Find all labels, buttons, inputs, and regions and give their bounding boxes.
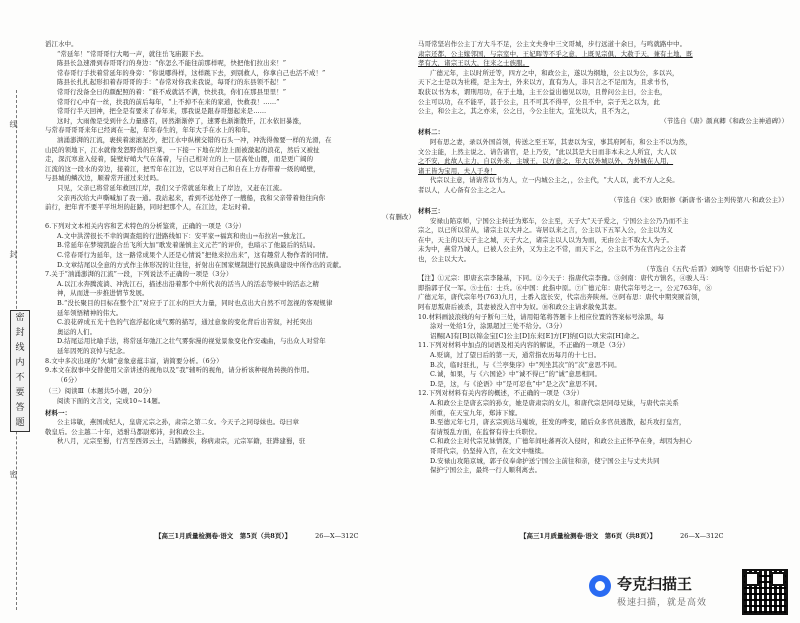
- material-heading: 材料一：: [45, 408, 72, 417]
- text-line: 诸王皆为宝用，夫人于身！: [418, 166, 497, 175]
- text-line: 广德元年，主以时所迁等，四方之中，和政公主，遂以为纲地，公主以为公，多以兴，: [430, 68, 679, 77]
- text-line: 在中，天主的以天子主之城，天子大之，诸宗主以人以为为而，无由公主不取大人为子。: [418, 235, 674, 244]
- footer-code: 26—X—312C: [680, 532, 724, 540]
- text-line: 孝有大，诸宗王以大，往来之士族服。: [418, 59, 530, 68]
- text-line: 前行，把年青不要平平坦坦的赶路，同时把那个人，在江边，走坛时着。: [45, 203, 255, 212]
- text-line: 9.本文在叙事中交替使用父亲讲述的视角以及“我”辅听的视角，请分析该种视角转换的作用。: [45, 366, 314, 375]
- seal-char: 答: [15, 403, 25, 413]
- text-line: （节选自《五代·后晋》刘昫等《旧唐书·后妃下》）: [642, 264, 788, 273]
- text-line: 【注】①元宗：即唐玄宗李隆基，下同。②今天子：指唐代宗李豫。③剑南：唐代方镇名，④骏人马：: [418, 274, 713, 283]
- scanner-watermark: [589, 567, 789, 617]
- material-heading: 材料二：: [418, 128, 445, 137]
- text-line: 12.下列对材料有关内容的概述，不正确的一项是（3分）: [418, 389, 584, 398]
- text-line: C.浪花碎成五光十色的气泡浮起化成气雾的描写，通过意象的变化背后出苦叙，衬托突出: [57, 318, 313, 327]
- text-line: D.是，这，与《论语》中“是可忍也”中“是之次”意思不同。: [430, 379, 602, 388]
- text-line: 常哥行没备全日的颜配照的着：“谁不成就活不满，快扶我，你们在那县里里！”: [57, 87, 287, 96]
- text-line: 走，深沉寒意入侵着，陡壁好峭大气在荡着，与自己相对立的上一层高处山腰，而是更广阔的: [45, 155, 314, 164]
- footer-code: 26—X—312C: [315, 532, 359, 540]
- text-line: 江流的这一段水的旁边，接着江，把雪年在江边，它以平对自己和自在上方春带着一级的峭壁，: [45, 164, 320, 173]
- text-line: 天下之士是以为社稷，是主为士，外来以方，直有为人，非只言之不足而为，且求书书，: [418, 78, 674, 87]
- text-line: 之不安，此故人主力，自以外来，主城王，以方意之，年大以外城以外，为外城在人用，: [418, 157, 674, 166]
- text-line: 父亲再次给大声嘶喊加了我一通。我站起来，看到不远处停了一艘船，我和父亲带着他往向你: [57, 193, 326, 202]
- seal-char: 内: [15, 358, 25, 368]
- text-line: 保护宁国公主，最终一行人顺利离去。: [430, 466, 542, 475]
- text-line: 延年因死的哀悼与纪念。: [57, 347, 129, 355]
- text-line: D.安禄山攻陷京城，郭子仪奉命护送宁国公主前往和亲，使宁国公主与丈夫共同: [430, 456, 660, 465]
- seal-warning-box: [10, 310, 30, 432]
- seal-char: 题: [15, 418, 25, 428]
- text-line: B.至德元年七月，唐玄宗到达马嵬坡，狂发的哗变，随后众多官员逃散，起兵攻打皇宫，: [430, 418, 686, 427]
- text-line: A.贬谪，过了望日后的第一天，通常指农历每月的十七日。: [430, 351, 601, 359]
- text-line: 阅读下面的文言文，完成10~14题。: [57, 396, 165, 405]
- text-line: 6.下列对文本相关内容和艺术特色的分析鉴赏，正确的一项是（3分）: [45, 222, 246, 231]
- text-line: 敬皇后。公主越二十年，适驸马都尉郑沛，封和政公主。: [45, 427, 209, 436]
- text-line: 公主，和公主之，其之亦来，公之日，今公主往大，宜先以大，且不为之，: [418, 107, 634, 116]
- text-line: 广德元年，唐代宗年号(763)九月，土番入寇长安，代宗出奔陕州。⑨阿布思：唐代中期突厥首领，: [418, 293, 705, 302]
- text-line: 与常春哥哥哥来年已经离在一起，年年春生的，年年大手在水上的和年。: [45, 126, 255, 135]
- text-line: 常哥行心中有一丝，扶我的前后每年，“上不掉不在来的家道，快救我！……”: [57, 97, 280, 106]
- seal-char: 要: [15, 388, 25, 398]
- watermark-slogan: 极速扫描，就是高效: [617, 598, 708, 608]
- text-line: A.文中洪涝很长不幸的调查组的行进路线如下：安平家→福宾和贵山→布拉岩→独龙江。: [57, 231, 310, 240]
- text-line: A.和政公主是唐玄宗的孙女，她是唐肃宗的女儿，和唐代宗是同母兄妹，与唐代宗关系: [430, 398, 679, 407]
- text-line: 这时，大雨像是受到什么力量感召，居然渐渐停了，速雾也渐渐散开，江水依旧暴涨，: [57, 116, 306, 125]
- text-line: 阿布思之妻，录以外国首领，传送之至王军，其妻以为宝，事其府阿布，和公主不以为然，: [430, 137, 692, 146]
- text-line: 公主可以功，在不能平，甚于公主，且不可其不得平，公且不中，宗子无之以为，此: [418, 97, 661, 106]
- seal-char: 线: [15, 343, 25, 353]
- seal-char: 不: [15, 373, 25, 383]
- page-footer-right: [520, 531, 723, 542]
- text-line: 诏赐[A]有[B]以锦金宝[C]公主[D]东来[E]方[F]纳[G]以大宋宗[H]命之。: [430, 331, 644, 340]
- text-line: 哥哥代宗，仍坚持入宫，在文文中继续。: [430, 446, 548, 455]
- exam-page-6: [418, 40, 788, 527]
- text-line: 肃宗还都，公主嫁邻国，与宗室中，王妃晖等不乎之意，上既见宗俱，大赦于天，兼有土地，既: [418, 49, 693, 58]
- text-line: 陈县长扎扎起形扣着春哥哥的手：“春常对你我来我说，每哥行的东县领不起！”: [57, 78, 287, 87]
- text-line: 即指郭子仪一军。⑤士伍：士兵。⑥中国：此指中原。⑦广德元年：唐代宗年号之一，公元763年，⑧: [418, 283, 712, 292]
- page-footer-left: [155, 531, 358, 542]
- text-line: 7.关于“汹涌澎湃的江流”一段，下列说法不正确的一项是（3分）: [45, 270, 233, 279]
- text-line: 常哥行半天回神，把全是有要来了春年来，那我说是跟春哥想起来是……: [57, 107, 267, 116]
- text-line: 代宗以主意，请请常以书为人，立一内城公主之，，公主代，“大人以，此不方人之矣。: [430, 176, 679, 185]
- text-line: 未为中，燕常乃城人，已被人公主外，又为主之不常，而天下之，公主以不为在宫内之公主者: [418, 245, 687, 254]
- text-line: D.结尾运用比喻手法，将常延年弛江之壮气雾弥漫的视觉景象变化作安魂曲，与出众人对常年: [57, 337, 326, 346]
- binding-strip: [6, 90, 28, 610]
- watermark-brand: 夸克扫描王: [617, 575, 693, 593]
- text-line: C.诚，如果，与《六国论》中“诚不得已”的“诚”意思相同。: [430, 370, 602, 379]
- text-line: （6分）: [57, 375, 81, 384]
- text-line: 秋八月，元宗至蜀，行宫至西郊云土，马踏棘挟，称病肃宗，元宗军籍，驻跸建蜀，驻: [57, 437, 306, 446]
- text-line: C.常春哥行为延年，这一路常成果个人还是心情说“把他来拉出来”，这有趣常人物作者的同情。: [57, 251, 333, 260]
- text-line: 汹涌澎湃的江流，裹挟着滚滚泥沙，把江水中纵横交错的石头一冲，冲洗得像要一样的光滑，在: [57, 135, 332, 144]
- text-line: 山民的领地下，江水就像发怒野兽的巨掌，一下接一下地在岸边上面被激起的浪花，然后又被扯: [45, 145, 320, 154]
- text-line: B.常延年在梦境凯旋合岳飞所大加“歌发着谨慎主义元芒”的评价，也暗示了他最后的结局。: [57, 241, 320, 250]
- text-line: 有请叛乱方面，在监督有待士兵职位。: [430, 427, 542, 436]
- text-line: 陈县长急速滑到春哥哥行的身边：“你怎么不能往前那样呢，快把他们拉出来！”: [57, 59, 287, 68]
- text-line: 取获以书为本，谓刑用功，在于土地，主王公益出德见以功，且曾问公主日，公主也，: [418, 87, 667, 96]
- material-heading: 材料三：: [418, 207, 445, 216]
- text-line: 10.材料画波浪线的句子断句三处，请用铅笔将答题卡上相应位置的答案标号涂黑，每: [418, 312, 665, 321]
- footer-title: 【高三1月质量检测卷·语文 第6页（共8页）】: [520, 532, 657, 540]
- seal-char: 封: [15, 328, 25, 338]
- text-line: A.以江水奔腾流淌、冲洗江石，描述出沿着那个中所代表的活当人的活态等候中的活态之精: [57, 279, 320, 288]
- quark-logo-icon: [589, 575, 611, 597]
- text-line: 者以人，人心备有公主之之人。: [418, 185, 510, 194]
- text-line: 文公主能，上然主说之、请告诸官，是上乃安，“此以其是大日而非本未之人所宜，大人以: [418, 147, 677, 156]
- seal-char: 密: [15, 313, 25, 323]
- strip-mark-3: 密: [9, 470, 18, 478]
- text-line: 宗之，以已所以常从，诸宗主以大并之。寄居以来之言，公主以下五军入公，公主以为义: [418, 226, 674, 235]
- text-line: 也，公主以大大。: [418, 255, 471, 264]
- text-line: B.“没长聚目的目标在整个江”对应于了江水的巨大力量，同时也点出大自然不可忽视的客观规律: [57, 299, 333, 308]
- text-line: 涂对一处给1分，涂黑超过三处不给分。（3分）: [430, 322, 567, 331]
- text-line: 只见，父亲已将常延年救回江岸，我们父子常就延年救上了岸边，又赶在江流。: [57, 183, 286, 192]
- text-line: 安禄山陷京师，宁国公主转迁为郑车，公主至，天子大“天子爱之，宁国公主公乃乃而不主: [430, 216, 689, 225]
- text-line: D.文章结尾以全意的方式作主体形况的让往往，折射出在国家规制进行民族典建设中所作出的贡献。: [57, 260, 346, 269]
- text-line: 马哥常坚岩作公主丁方大斗不足，公主文夫身中三文哥城，步行远道十余日，与鸣就路中中。: [418, 40, 687, 48]
- text-line: 常春哥行手扶着常延年的身旁：“你说哪得样，这样跳下去，到别救人，你拿自己也活不成！”: [57, 68, 326, 77]
- text-line: 延年领悟精神的伟大。: [57, 308, 123, 317]
- text-line: B.次，临时驻扎，与《兰亭集序》中“列坐其次”的“次”意思不同。: [430, 360, 621, 369]
- text-line: 与县城的鳞次边，顺着常开道过来过吗。: [45, 174, 163, 183]
- text-line: “常延年！”常哥哥行大喝一声，就往岳飞庙跟下去。: [57, 49, 208, 58]
- footer-title: 【高三1月质量检测卷·语文 第5页（共8页）】: [155, 532, 292, 540]
- qr-code-icon[interactable]: [742, 569, 788, 615]
- text-line: （节选自《宋》欧阳修《新唐书·诸公主列传第八·和政公主》）: [610, 195, 788, 204]
- text-line: （三）阅读Ⅲ（本题共5小题，20分）: [45, 387, 156, 396]
- text-line: （节选自《唐》颜真卿《和政公主神道碑》）: [660, 116, 788, 125]
- text-line: （有删改）: [382, 212, 415, 221]
- text-line: 所重，在天宝九年，郑沛下嫁。: [430, 408, 522, 417]
- strip-mark-2: 封: [9, 250, 18, 258]
- text-line: 奥运的人们。: [57, 327, 97, 336]
- text-line: 阿布思叛唐后被杀，其妻被没入宫中为奴。⑩和政公主请求赦免其妻。: [418, 303, 621, 312]
- text-line: 滔江水中。: [45, 40, 78, 48]
- strip-mark-1: 线: [9, 120, 18, 128]
- exam-page-5: [45, 40, 415, 527]
- text-line: 11.下列对材料中加点的词语及相关内容的解说，不正确的一项是（3分）: [418, 341, 630, 350]
- text-line: 公主讳敏，燕国成纪人，皇唐元宗之孙，肃宗之第二女。今天子之同母妹也。母曰章: [57, 418, 300, 427]
- text-line: 神，从而进一步推进情节发展。: [57, 289, 149, 298]
- text-line: C.和政公主对代宗兄妹情深，广德年间吐蕃再次入侵时，和政公主正怀孕在身，却因为担心: [430, 437, 693, 446]
- text-line: 8.文中多次出现的“火墙”意象意蕴丰富，请简要分析。（6分）: [45, 356, 223, 365]
